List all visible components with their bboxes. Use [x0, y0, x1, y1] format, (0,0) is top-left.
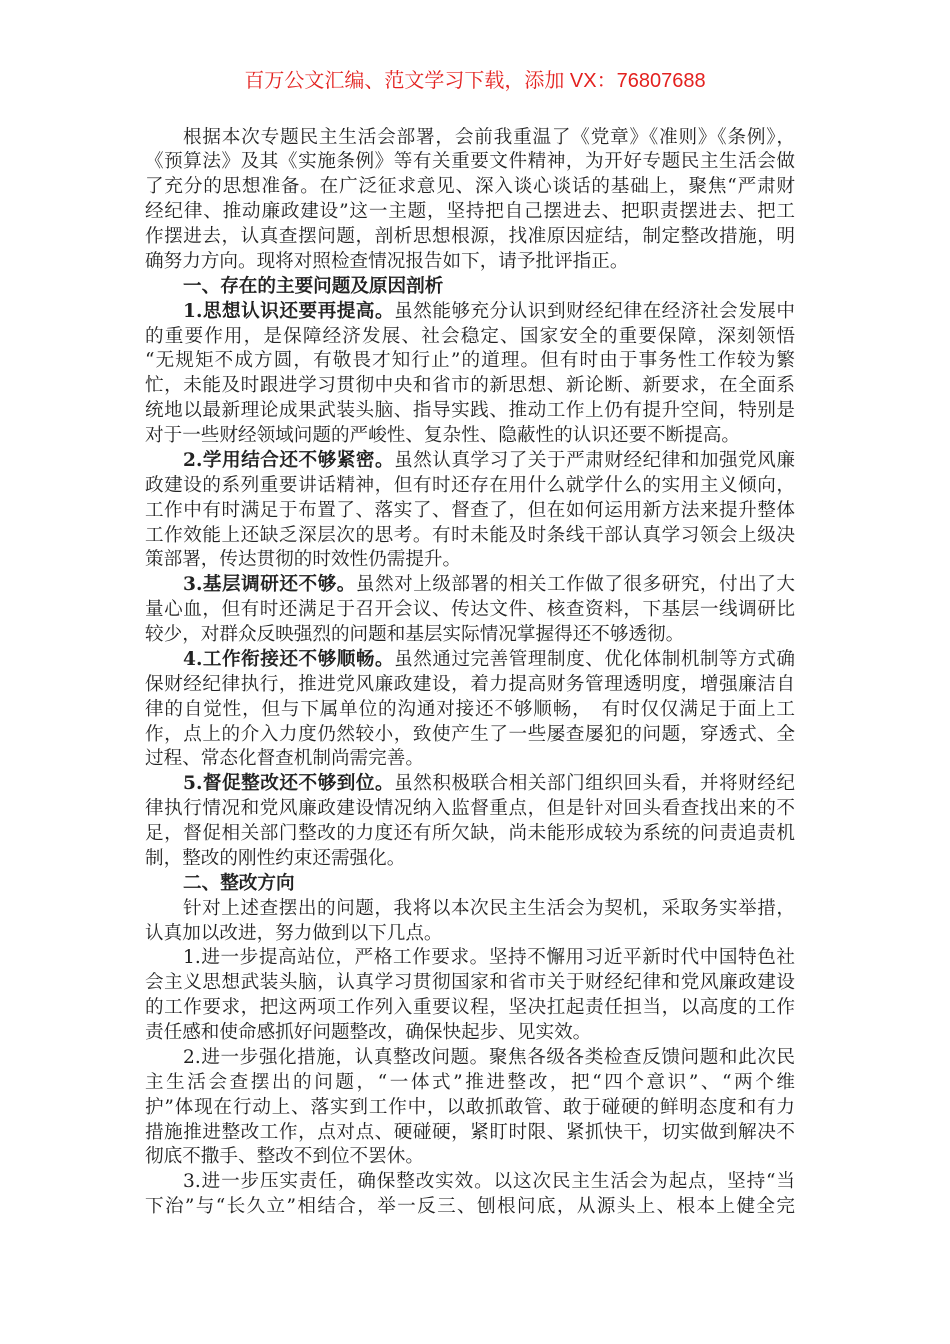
text-line	[145, 1170, 795, 1195]
text-line	[145, 300, 795, 325]
line-text: 虽然通过完善管理制度、优化体制机制等方式确	[394, 648, 795, 670]
paragraph	[145, 1170, 795, 1220]
text-line	[145, 399, 795, 424]
text-line	[145, 449, 795, 474]
line-text: 虽然能够充分认识到财经纪律在经济社会发展中	[394, 300, 795, 322]
line-text: 工作中有时满足于布置了、落实了、督查了，但在如何运用新方法来提升整体	[145, 499, 795, 521]
section-heading	[145, 872, 795, 897]
watermark-banner: 百万公文汇编、范文学习下载，添加 VX：76807688	[244, 70, 706, 92]
document-body	[145, 126, 795, 1221]
text-line	[145, 374, 795, 399]
line-text: 一、存在的主要问题及原因剖析	[183, 275, 444, 297]
line-text: 护”体现在行动上、落实到工作中，以敢抓敢管、敢于碰硬的鲜明态度和有力	[145, 1096, 795, 1118]
line-text: 彻底不撒手、整改不到位不罢休。	[145, 1146, 424, 1168]
line-text: 责任感和使命感抓好问题整改，确保快起步、见实效。	[145, 1022, 592, 1043]
line-text: 认真加以改进，努力做到以下几点。	[145, 922, 443, 944]
line-text: 虽然对上级部署的相关工作做了很多研究，付出了大	[355, 574, 795, 596]
text-line	[145, 772, 795, 797]
line-text: 措施推进整改工作，点对点、硬碰硬，紧盯时限、紧抓快干，切实做到解决不	[145, 1121, 795, 1143]
line-text: 作摆进去，认真查摆问题，剖析思想根源，找准原因症结，制定整改措施，明	[145, 226, 795, 247]
text-line	[145, 872, 795, 897]
text-line	[145, 474, 795, 499]
text-line	[145, 847, 795, 872]
line-text: 律的自觉性，但与下属单位的沟通对接还不够顺畅， 有时仅仅满足于面上工	[145, 698, 795, 720]
text-line	[145, 325, 795, 350]
text-line	[145, 996, 795, 1021]
text-line	[145, 349, 795, 374]
paragraph	[145, 946, 795, 1046]
line-text: 对于一些财经领域问题的严峻性、复杂性、隐蔽性的认识还要不断提高。	[145, 425, 741, 446]
line-text: 针对上述查摆出的问题，我将以本次民主生活会为契机，采取务实举措，	[183, 897, 795, 919]
text-line	[145, 1145, 795, 1170]
paragraph	[145, 1046, 795, 1170]
line-text: 过程、常态化督查机制尚需完善。	[145, 748, 424, 770]
text-line	[145, 275, 795, 300]
line-text: 政建设的系列重要讲话精神，但有时还存在用什么就学什么的实用主义倾向，	[145, 474, 795, 496]
line-text: 策部署，传达贯彻的时效性仍需提升。	[145, 549, 462, 571]
line-text: 1.进一步提高站位，严格工作要求。坚持不懈用习近平新时代中国特色社	[183, 947, 795, 969]
line-text: 经纪律、推动廉政建设”这一主题，坚持把自己摆进去、把职责摆进去、把工	[145, 201, 795, 223]
line-text: 确努力方向。现将对照检查情况报告如下，请予批评指正。	[145, 250, 629, 272]
text-line	[145, 922, 795, 947]
line-text: 制，整改的刚性约束还需强化。	[145, 847, 406, 869]
line-text: 律执行情况和党风廉政建设情况纳入监督重点，但是针对回头看查找出来的不	[145, 798, 795, 820]
text-line	[145, 573, 795, 598]
text-line	[145, 499, 795, 524]
point-lead: 4.工作衔接还不够顺畅。	[183, 648, 395, 670]
line-text: 统地以最新理论成果武装头脑、指导实践、推动工作上仍有提升空间，特别是	[145, 400, 795, 422]
text-line	[145, 946, 795, 971]
text-line	[145, 723, 795, 748]
text-line	[145, 1046, 795, 1071]
section-heading	[145, 275, 795, 300]
line-text: 2.进一步强化措施，认真整改问题。聚焦各级各类检查反馈问题和此次民	[183, 1046, 795, 1068]
text-line	[145, 623, 795, 648]
text-line	[145, 150, 795, 175]
line-text: 虽然认真学习了关于严肃财经纪律和加强党风廉	[394, 449, 795, 471]
point-lead: 2.学用结合还不够紧密。	[183, 449, 395, 471]
paragraph	[145, 772, 795, 872]
text-line	[145, 897, 795, 922]
line-text: 主生活会查摆出的问题，“一体式”推进整改，把“四个意识”、“两个维	[145, 1071, 795, 1093]
text-line	[145, 598, 795, 623]
line-text: 会主义思想武装头脑，认真学习贯彻国家和省市关于财经纪律和党风廉政建设	[145, 972, 795, 994]
line-text: 《预算法》及其《实施条例》等有关重要文件精神，为开好专题民主生活会做	[145, 151, 795, 173]
line-text: 二、整改方向	[183, 872, 295, 894]
paragraph	[145, 648, 795, 772]
line-text: 保财经纪律执行，推进党风廉政建设，着力提高财务管理透明度，增强廉洁自	[145, 673, 795, 695]
text-line	[145, 673, 795, 698]
paragraph	[145, 897, 795, 947]
point-lead: 1.思想认识还要再提高。	[183, 300, 395, 322]
point-lead: 5.督促整改还不够到位。	[183, 773, 395, 795]
text-line	[145, 1096, 795, 1121]
line-text: 较少，对群众反映强烈的问题和基层实际情况掌握得还不够透彻。	[145, 624, 685, 645]
text-line	[145, 1121, 795, 1146]
line-text: 虽然积极联合相关部门组织回头看，并将财经纪	[394, 773, 795, 795]
text-line	[145, 225, 795, 250]
paragraph	[145, 126, 795, 275]
text-line	[145, 1195, 795, 1220]
line-text: “无规矩不成方圆，有敬畏才知行止”的道理。但有时由于事务性工作较为繁	[145, 350, 795, 372]
paragraph	[145, 573, 795, 648]
line-text: 3.进一步压实责任，确保整改实效。以这次民主生活会为起点，坚持“当	[183, 1171, 795, 1193]
line-text: 作，点上的介入力度仍然较小，致使产生了一些屡查屡犯的问题，穿透式、全	[145, 723, 795, 745]
text-line	[145, 175, 795, 200]
text-line	[145, 698, 795, 723]
text-line	[145, 424, 795, 449]
line-text: 工作效能上还缺乏深层次的思考。有时未能及时条线干部认真学习领会上级决	[145, 524, 795, 546]
point-lead: 3.基层调研还不够。	[183, 574, 356, 596]
line-text: 足，督促相关部门整改的力度还有所欠缺，尚未能形成较为系统的问责追责机	[145, 823, 795, 844]
text-line	[145, 126, 795, 151]
text-line	[145, 524, 795, 549]
text-line	[145, 548, 795, 573]
line-text: 的工作要求，把这两项工作列入重要议程，坚决扛起责任担当，以高度的工作	[145, 997, 795, 1019]
line-text: 了充分的思想准备。在广泛征求意见、深入谈心谈话的基础上，聚焦“严肃财	[145, 176, 795, 198]
text-line	[145, 648, 795, 673]
line-text: 忙，未能及时跟进学习贯彻中央和省市的新思想、新论断、新要求，在全面系	[145, 375, 795, 397]
line-text: 量心血，但有时还满足于召开会议、传达文件、核查资料，下基层一线调研比	[145, 599, 795, 621]
text-line	[145, 971, 795, 996]
paragraph	[145, 449, 795, 573]
text-line	[145, 200, 795, 225]
line-text: 的重要作用，是保障经济发展、社会稳定、国家安全的重要保障，深刻领悟	[145, 325, 795, 347]
text-line	[145, 1071, 795, 1096]
line-text: 根据本次专题民主生活会部署，会前我重温了《党章》《准则》《条例》，	[183, 126, 795, 148]
text-line	[145, 822, 795, 847]
text-line	[145, 797, 795, 822]
paragraph	[145, 300, 795, 449]
text-line	[145, 250, 795, 275]
text-line	[145, 747, 795, 772]
line-text: 下治”与“长久立”相结合，举一反三、刨根问底，从源头上、根本上健全完	[145, 1196, 795, 1218]
text-line	[145, 1021, 795, 1046]
